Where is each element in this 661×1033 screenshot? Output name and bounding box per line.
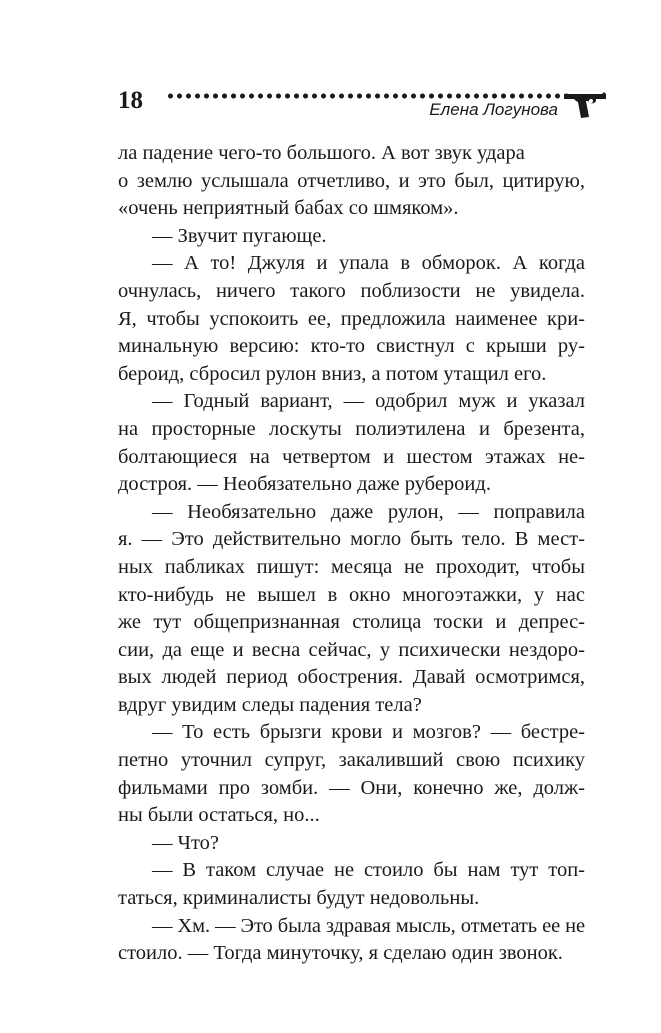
text-line: — В таком случае не стоило бы нам тут топ- bbox=[152, 859, 585, 882]
running-header bbox=[118, 86, 608, 122]
text-line: ла падение чего-то большого. А вот звук удара bbox=[118, 142, 525, 164]
text-line: петно уточнил супруг, закаливший свою психику bbox=[118, 749, 585, 772]
text-line: сии, да еще и весна сейчас, у психически нездоро- bbox=[118, 638, 585, 661]
text-line: о землю услышала отчетливо, и это был, цитирую, bbox=[118, 169, 585, 192]
text-line: ны были остаться, но... bbox=[118, 804, 320, 827]
text-line: болтающиеся на четвертом и шестом этажах не- bbox=[118, 445, 585, 468]
text-line: на просторные лоскуты полиэтилена и брезента, bbox=[118, 417, 585, 440]
page-number: 18 bbox=[118, 87, 143, 114]
pistol-icon bbox=[562, 88, 608, 120]
text-line: таться, криминалисты будут недовольны. bbox=[118, 887, 480, 910]
text-line: — Что? bbox=[152, 831, 219, 854]
text-line: Я, чтобы успокоить ее, предложила наименее кри- bbox=[118, 307, 585, 330]
text-line: вдруг увидим следы падения тела? bbox=[118, 693, 422, 716]
text-line: — Звучит пугающе. bbox=[152, 224, 327, 247]
text-line: фильмами про зомби. — Они, конечно же, долж- bbox=[118, 776, 585, 799]
dotted-rule bbox=[166, 93, 574, 99]
text-line: бероид, сбросил рулон вниз, а потом утащил его. bbox=[118, 362, 547, 385]
text-line: достроя. — Необязательно даже рубероид. bbox=[118, 473, 491, 496]
text-line: минальную версию: кто-то свистнул с крыши ру- bbox=[118, 335, 585, 358]
text-line: вых людей период обострения. Давай осмотримся, bbox=[118, 666, 585, 689]
text-line: — Годный вариант, — одобрил муж и указал bbox=[152, 390, 585, 413]
text-line: — Необязательно даже рулон, — поправила bbox=[152, 500, 585, 523]
text-line: ных пабликах пишут: месяца не проходит, чтобы bbox=[118, 555, 585, 578]
text-line: я. — Это действительно могло быть тело. В мест- bbox=[118, 528, 585, 551]
text-line: — А то! Джуля и упала в обморок. А когда bbox=[152, 252, 585, 275]
running-header-author: Елена Логунова bbox=[429, 100, 558, 119]
text-line: стоило. — Тогда минуточку, я сделаю один звонок. bbox=[118, 942, 563, 965]
text-line: кто-нибудь не вышел в окно многоэтажки, у нас bbox=[118, 583, 585, 606]
text-line: — То есть брызги крови и мозгов? — бестре- bbox=[152, 721, 585, 744]
text-line: «очень неприятный бабах со шмяком». bbox=[118, 197, 459, 220]
text-line: очнулась, ничего такого поблизости не увидела. bbox=[118, 279, 585, 302]
text-line: — Хм. — Это была здравая мысль, отметать ее не bbox=[152, 914, 585, 937]
text-line: же тут общепризнанная столица тоски и депрес- bbox=[118, 611, 585, 634]
body-text bbox=[118, 140, 585, 968]
